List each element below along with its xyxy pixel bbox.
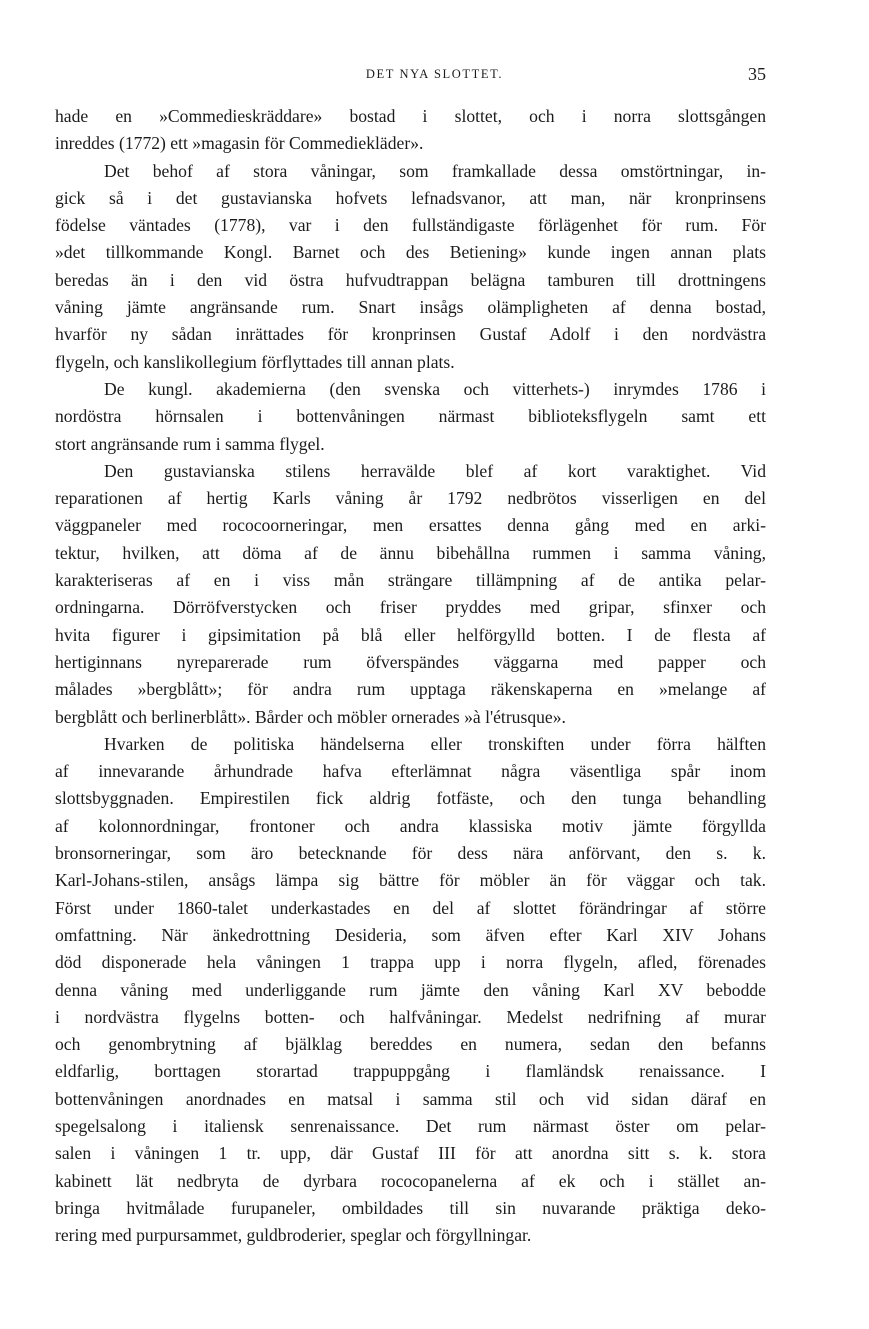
page-number: 35 (748, 64, 766, 84)
running-head (0, 66, 869, 86)
text-line: »det tillkommande Kongl. Barnet och des Betiening» kunde ingen annan plats (55, 242, 766, 263)
text-line: stort angränsande rum i samma flygel. (55, 433, 325, 454)
text-line: väggpaneler med rococoorneringar, men ersattes denna gång med en arki- (55, 515, 766, 536)
text-line: bronsorneringar, som äro betecknande för dess nära anförvant, den s. k. (55, 843, 766, 864)
text-line: Karl-Johans-stilen, ansågs lämpa sig bättre för möbler än för väggar och tak. (55, 870, 766, 891)
text-line: flygeln, och kanslikollegium förflyttades till annan plats. (55, 351, 455, 372)
text-line: bergblått och berlinerblått». Bårder och möbler ornerades »à l'étrusque». (55, 706, 566, 727)
text-line: gick så i det gustavianska hofvets lefnadsvanor, att man, när kronprinsens (55, 187, 766, 208)
text-line: denna våning med underliggande rum jämte den våning Karl XV bebodde (55, 979, 766, 1000)
text-line: hade en »Commedieskräddare» bostad i slottet, och i norra slottsgången (55, 106, 766, 126)
text-line: rering med purpursammet, guldbroderier, speglar och förgyllningar. (55, 1225, 532, 1246)
text-line: våning jämte angränsande rum. Snart insågs olämpligheten af denna bostad, (55, 297, 766, 318)
text-line: hvita figurer i gipsimitation på blå eller helförgylld botten. I de flesta af (55, 624, 766, 645)
text-line: hertiginnans nyreparerade rum öfverspändes väggarna med papper och (55, 651, 766, 672)
text-line: i nordvästra flygelns botten- och halfvåningar. Medelst nedrifning af murar (55, 1006, 766, 1027)
text-line: beredas än i den vid östra hufvudtrappan belägna tamburen till drottningens (55, 269, 766, 290)
text-line: bringa hvitmålade furupaneler, ombildades till sin nuvarande präktiga deko- (55, 1197, 766, 1218)
text-line: De kungl. akademierna (den svenska och vitterhets-) inrymdes 1786 i (104, 378, 766, 399)
text-line: omfattning. När änkedrottning Desideria, som äfven efter Karl XIV Johans (55, 924, 766, 945)
text-line: födelse väntades (1778), var i den fullständigaste förlägenhet för rum. För (55, 215, 766, 236)
text-line: eldfarlig, borttagen storartad trappuppgång i flamländsk renaissance. I (55, 1061, 766, 1082)
body-text (55, 103, 766, 1249)
text-line: nordöstra hörnsalen i bottenvåningen närmast biblioteksflygeln samt ett (55, 406, 766, 427)
text-line: slottsbyggnaden. Empirestilen fick aldrig fotfäste, och den tunga behandling (55, 788, 766, 809)
text-line: kabinett lät nedbryta de dyrbara rococopanelerna af ek och i stället an- (55, 1170, 766, 1191)
text-line: salen i våningen 1 tr. upp, där Gustaf III för att anordna sitt s. k. stora (55, 1143, 766, 1164)
text-line: död disponerade hela våningen 1 trappa upp i norra flygeln, afled, förenades (55, 952, 766, 973)
text-line: målades »bergblått»; för andra rum upptaga räkenskaperna en »melange af (55, 679, 766, 700)
text-line: Hvarken de politiska händelserna eller tronskiften under förra hälften (104, 733, 766, 754)
text-line: af kolonnordningar, frontoner och andra klassiska motiv jämte förgyllda (55, 815, 766, 836)
text-line: reparationen af hertig Karls våning år 1792 nedbrötos visserligen en del (55, 488, 766, 509)
text-line: hvarför ny sådan inrättades för kronprinsen Gustaf Adolf i den nordvästra (55, 324, 766, 345)
text-line: inreddes (1772) ett »magasin för Commediekläder». (55, 133, 424, 154)
text-line: Det behof af stora våningar, som framkallade dessa omstörtningar, in- (104, 160, 766, 181)
running-title: DET NYA SLOTTET. (365, 67, 504, 81)
text-line: ordningarna. Dörröfverstycken och friser pryddes med gripar, sfinxer och (55, 597, 766, 618)
text-line: och genombrytning af bjälklag bereddes en numera, sedan den befanns (55, 1034, 766, 1055)
text-line: Den gustavianska stilens herravälde blef af kort varaktighet. Vid (104, 460, 766, 481)
text-line: Först under 1860-talet underkastades en del af slottet förändringar af större (55, 897, 766, 918)
text-line: spegelsalong i italiensk senrenaissance. Det rum närmast öster om pelar- (55, 1115, 766, 1136)
text-line: karakteriseras af en i viss mån strängare tillämpning af de antika pelar- (55, 570, 766, 591)
text-line: af innevarande århundrade hafva efterlämnat några väsentliga spår inom (55, 761, 766, 782)
text-line: tektur, hvilken, att döma af de ännu bibehållna rummen i samma våning, (55, 542, 766, 563)
text-line: bottenvåningen anordnades en matsal i samma stil och vid sidan däraf en (55, 1088, 766, 1109)
